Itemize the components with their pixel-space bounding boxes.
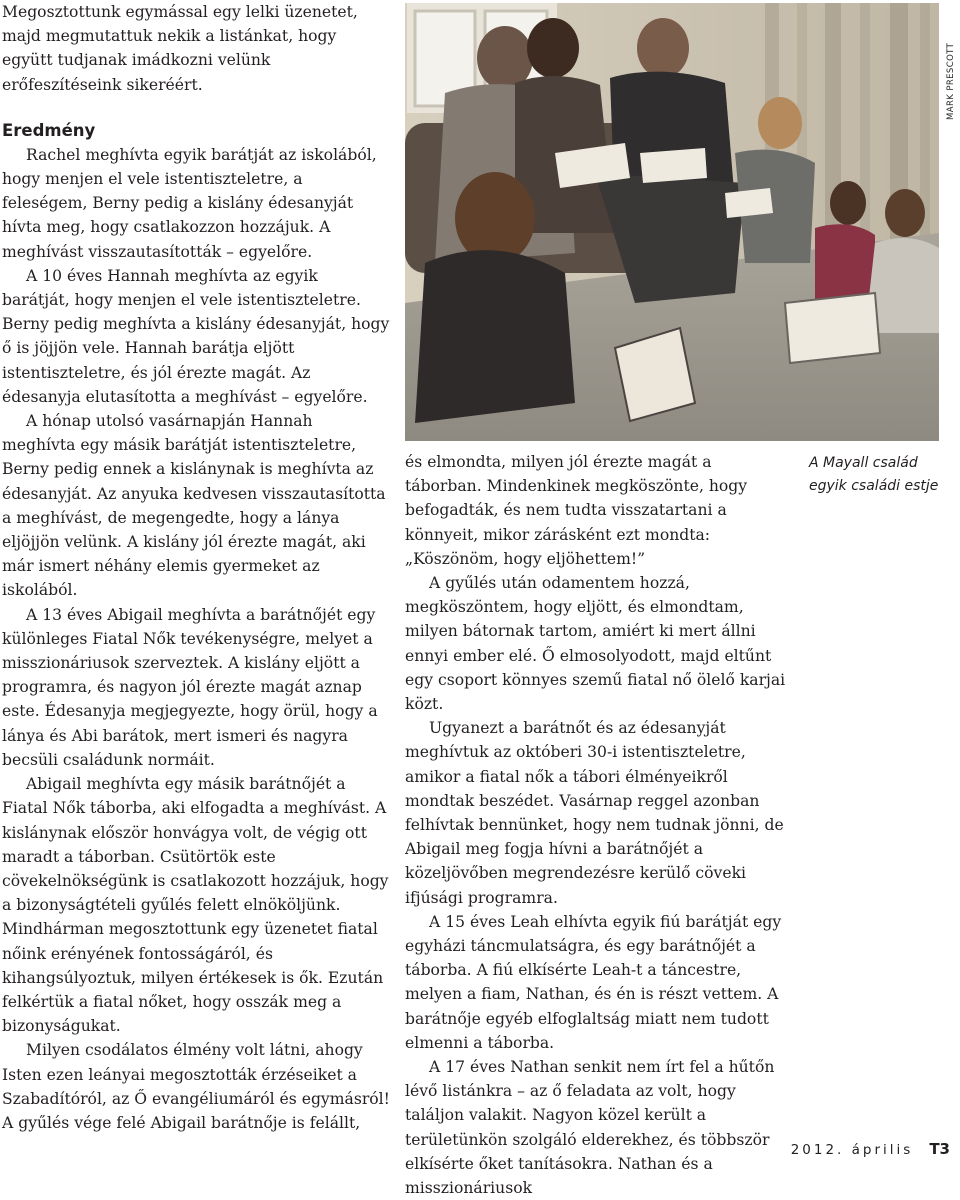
- family-photo-illustration: [405, 3, 939, 441]
- middle-text-column: [405, 450, 793, 1200]
- issue-date: 2012. április: [790, 1142, 914, 1158]
- body-paragraph: Rachel meghívta egyik barátját az iskolából, hogy menjen el vele istentiszteletre, a feleségem, Berny pedig a kislány édesanyját hívta meg, hogy csatlakozzon hozzájuk. A meghívást visszautasították – egyelőre.: [2, 145, 377, 261]
- body-paragraph: Ugyanezt a barátnőt és az édesanyját meghívtuk az októberi 30-i istentiszteletre, amikor a fiatal nők a tábori élményeikről mondtak beszédet. Vasárnap reggel azonban felhívtak bennünket, hogy nem tudnak jönni, de Abigail meg fogja hívni a barátnőjét a közeljövőben megrendezésre kerülő cöveki ifjúsági programra.: [405, 719, 784, 907]
- photo-credit: MARK PRESCOTT: [946, 42, 956, 120]
- body-paragraph: Milyen csodálatos élmény volt látni, ahogy Isten ezen leányai megosztották érzéseiket a Szabadítóról, az Ő evangéliumáról és egymásról! A gyűlés vége felé Abigail barátnője is felállt,: [2, 1041, 390, 1132]
- body-paragraph: A 17 éves Nathan senkit nem írt fel a hűtőn lévő listánkra – az ő feladata az volt, hogy találjon valakit. Nagyon közel került a területünkön szolgáló elderekhez, és többször elkísérte őket tanításokra. Nathan és a misszionáriusok: [405, 1058, 775, 1198]
- body-paragraph: A 15 éves Leah elhívta egyik fiú barátját egy egyházi táncmulatságra, és egy barátnőjét a táborba. A fiú elkísérte Leah-t a táncestre, melyen a fiam, Nathan, és én is részt vettem. A barátnője egyéb elfoglaltság miatt nem tudott elmenni a táborba.: [405, 912, 782, 1052]
- intro-paragraph: Megosztottunk egymással egy lelki üzenetet, majd megmutattuk nekik a listánkat, hogy együtt tudjanak imádkozni velünk erőfeszítéseink sikeréért.: [2, 3, 358, 94]
- page-number: T3: [929, 1140, 950, 1158]
- family-photo: [405, 3, 939, 441]
- body-paragraph: A 10 éves Hannah meghívta az egyik barátját, hogy menjen el vele istentiszteletre. Berny pedig meghívta a kislány édesanyját, hogy ő is jöjjön vele. Hannah barátja eljött istentiszteletre, és jól érezte magát. Az édesanyja elutasította a meghívást – egyelőre.: [2, 266, 390, 406]
- body-paragraph: és elmondta, milyen jól érezte magát a táborban. Mindenkinek megköszönte, hogy befogadták, és nem tudta visszatartani a könnyeit, mikor zárásként ezt mondta: „Köszönöm, hogy eljöhettem!”: [405, 453, 748, 568]
- section-heading: Eredmény: [2, 120, 96, 140]
- body-paragraph: A hónap utolsó vasárnapján Hannah meghívta egy másik barátját istentiszteletre, Berny pedig ennek a kislánynak is meghívta az édesanyját. Az anyuka kedvesen visszautasította a meghívást, de megengedte, hogy a lánya eljöjjön velünk. A kislány jól érezte magát, aki már ismert néhány elemis gyermeket az iskolából.: [2, 412, 386, 600]
- body-paragraph: A 13 éves Abigail meghívta a barátnőjét egy különleges Fiatal Nők tevékenységre, melyet a misszionáriusok szerveztek. A kislány eljött a programra, és nagyon jól érezte magát aznap este. Édesanyja megjegyezte, hogy örül, hogy a lánya és Abi barátok, mert ismeri és nagyra becsüli családunk normáit.: [2, 605, 378, 769]
- photo-caption: A Mayall család egyik családi estje: [809, 455, 939, 494]
- page-footer: [791, 1140, 950, 1160]
- left-text-column: [2, 0, 390, 1135]
- body-paragraph: Abigail meghívta egy másik barátnőjét a Fiatal Nők táborba, aki elfogadta a meghívást. A kislánynak először honvágya volt, de végig ott maradt a táborban. Csütörtök este cövekelnökségünk is csatlakozott hozzájuk, hogy a bizonyságtételi gyűlés felett elnököljünk. Mindhárman megosztottunk egy üzenetet fiatal nőink erényének fontosságáról, és kihangsúlyoztuk, milyen értékesek is ők. Ezután felkértük a fiatal nőket, hogy osszák meg a bizonyságukat.: [2, 775, 389, 1036]
- body-paragraph: A gyűlés után odamentem hozzá, megköszöntem, hogy eljött, és elmondtam, milyen bátornak tartom, amiért ki mert állni ennyi ember elé. Ő elmosolyodott, majd eltűnt egy csoport könnyes szemű fiatal nő ölelő karjai közt.: [405, 574, 786, 714]
